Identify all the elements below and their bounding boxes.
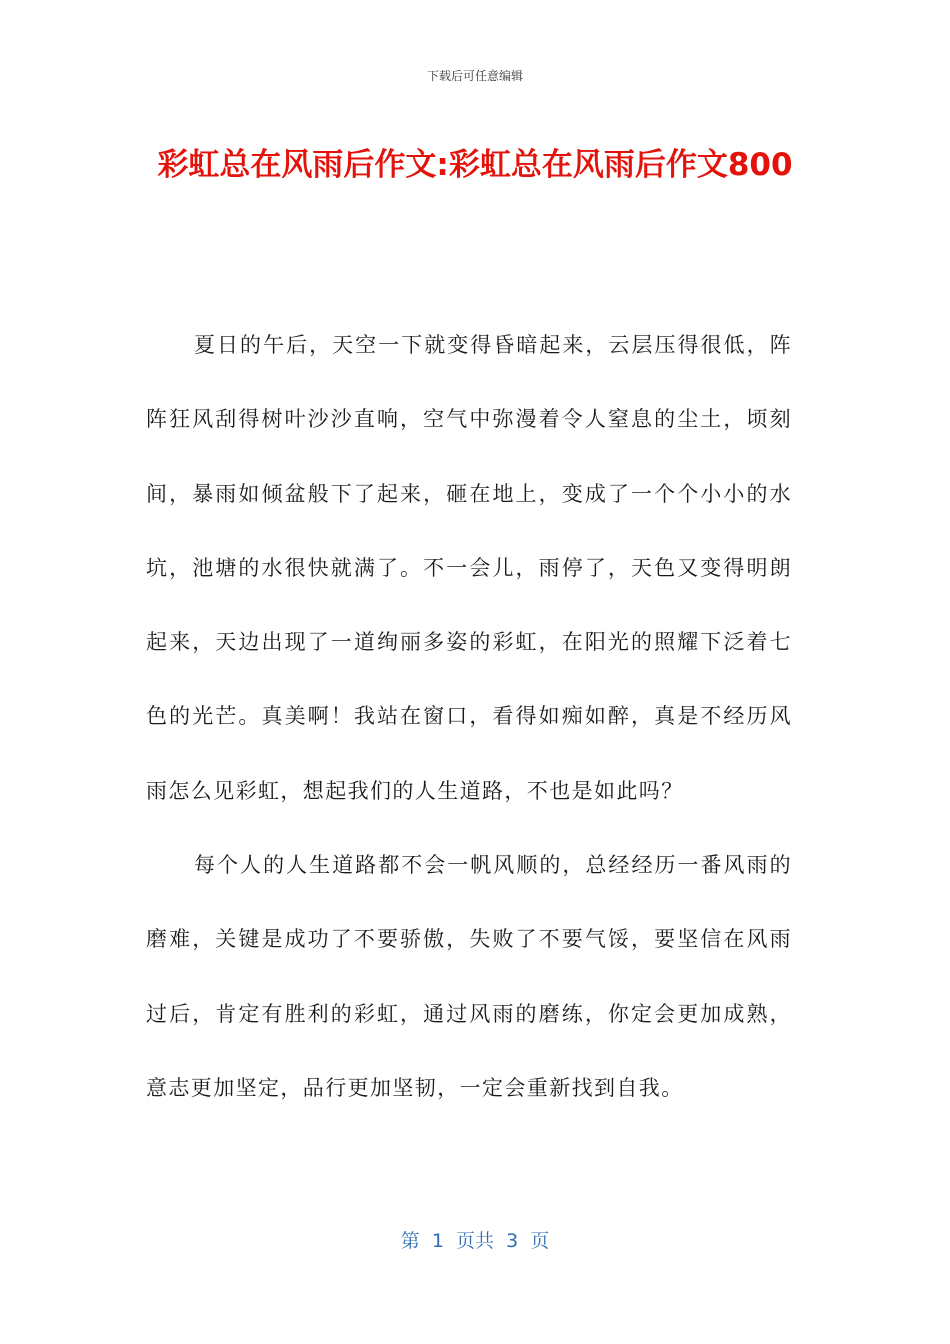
document-title: 彩虹总在风雨后作文:彩虹总在风雨后作文800 — [157, 147, 793, 183]
page-number-footer: 第 1 页共 3 页 — [400, 1230, 550, 1252]
header-note: 下载后可任意编辑 — [426, 69, 523, 83]
paragraph: 夏日的午后，天空一下就变得昏暗起来，云层压得很低，阵阵狂风刮得树叶沙沙直响，空气中弥漫着令人窒息的尘土，顷刻间，暴雨如倾盆般下了起来，砸在地上，变成了一个个小小的水坑，池塘的水很快就满了。不一会儿，雨停了，天色又变得明朗起来，天边出现了一道绚丽多姿的彩虹，在阳光的照耀下泛着七色的光芒。真美啊！我站在窗口，看得如痴如醉，真是不经历风雨怎么见彩虹，想起我们的人生道路，不也是如此吗？ — [146, 333, 792, 803]
paragraph: 每个人的人生道路都不会一帆风顺的，总经经历一番风雨的磨难，关键是成功了不要骄傲，失败了不要气馁，要坚信在风雨过后，肯定有胜利的彩虹，通过风雨的磨练，你定会更加成熟，意志更加坚定，品行更加坚韧，一定会重新找到自我。 — [146, 853, 792, 1100]
document-body — [146, 308, 792, 1125]
